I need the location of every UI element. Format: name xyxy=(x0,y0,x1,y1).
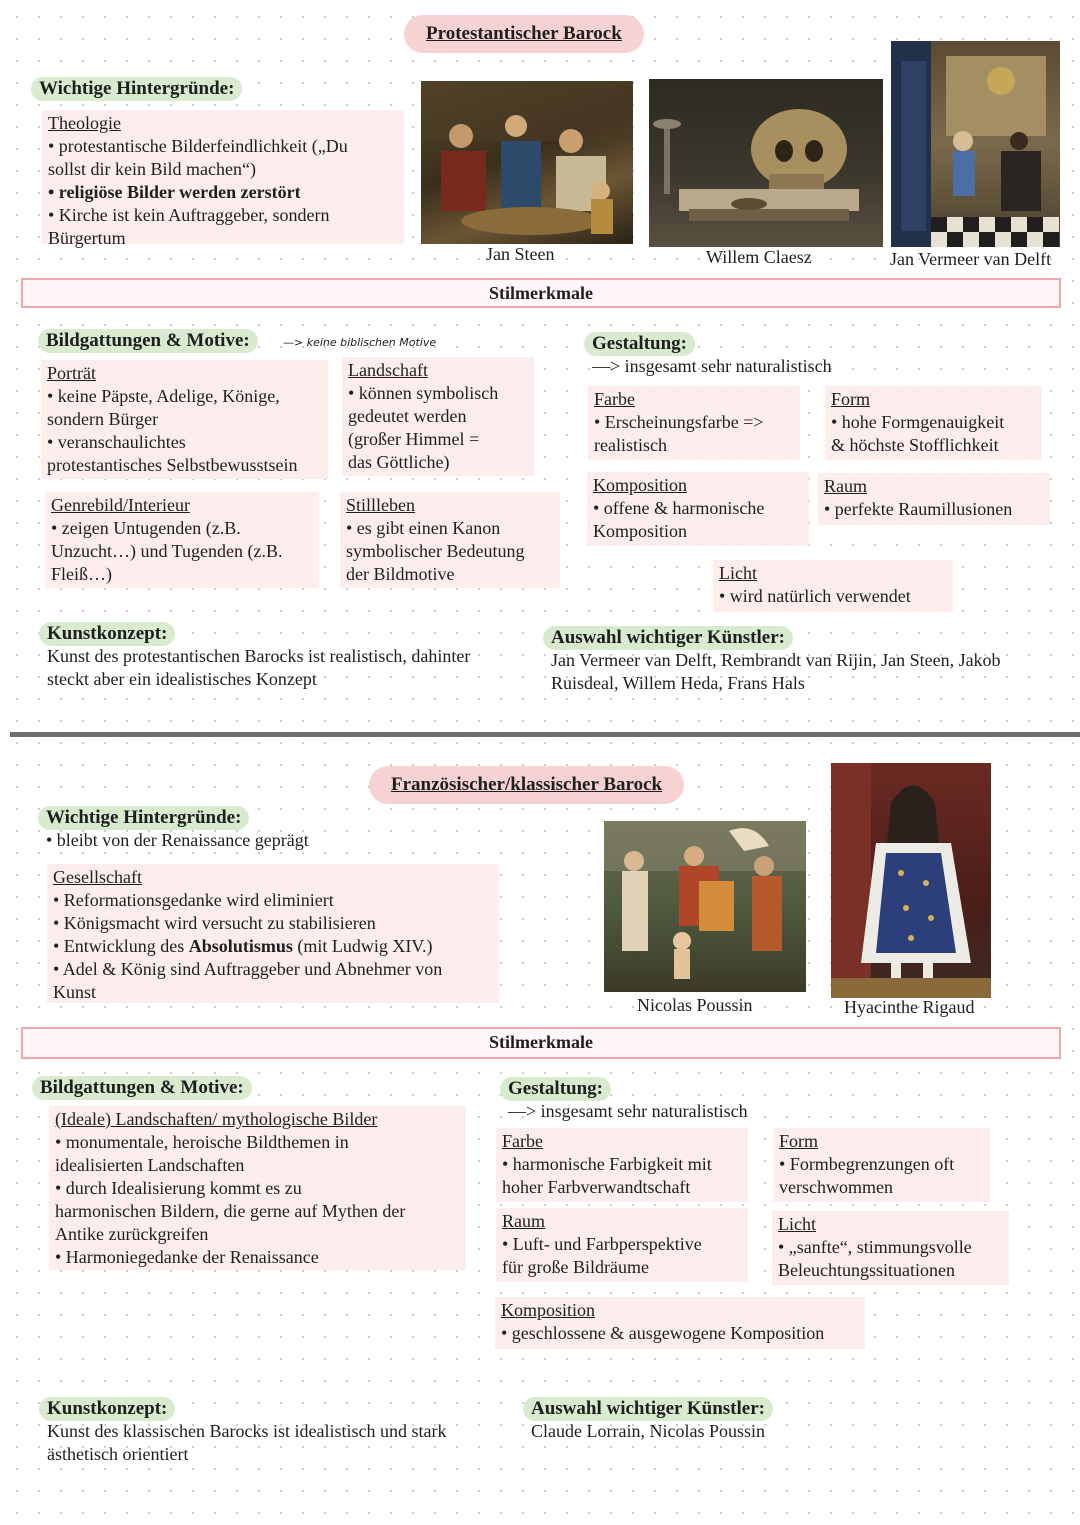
landscape-line: • können symbolisch xyxy=(348,383,499,403)
theology-box xyxy=(42,110,404,248)
theology-line-bold: • religiöse Bilder werden zerstört xyxy=(48,182,301,202)
landscape-line: gedeutet werden xyxy=(348,406,467,426)
french-komposition-line: • geschlossene & ausgewogene Komposition xyxy=(501,1323,825,1343)
protestant-genres-heading: Bildgattungen & Motive: xyxy=(38,329,258,353)
french-farbe-line: hoher Farbverwandtschaft xyxy=(502,1177,691,1197)
caption-jan-steen: Jan Steen xyxy=(486,244,555,264)
protestant-concept-text xyxy=(47,645,470,691)
french-form-line: • Formbegrenzungen oft xyxy=(779,1154,955,1174)
genre-box xyxy=(45,492,319,588)
protestant-raum-title: Raum xyxy=(824,476,867,496)
protestant-form-line: • hohe Formgenauigkeit xyxy=(831,412,1005,432)
painting-willem-claesz xyxy=(649,79,883,247)
caption-jan-vermeer: Jan Vermeer van Delft xyxy=(890,249,1052,269)
protestant-farbe-line: realistisch xyxy=(594,435,667,455)
painting-jan-vermeer xyxy=(891,41,1060,247)
protestant-komposition-line: • offene & harmonische xyxy=(593,498,765,518)
french-licht-line: Beleuchtungssituationen xyxy=(778,1260,955,1280)
genre-line: Unzucht…) und Tugenden (z.B. xyxy=(51,541,283,561)
stillife-title: Stillleben xyxy=(346,495,415,515)
french-raum-box xyxy=(496,1208,748,1282)
french-title: Französischer/klassischer Barock xyxy=(369,766,684,804)
french-farbe-box xyxy=(496,1128,748,1202)
portrait-title: Porträt xyxy=(47,363,96,383)
portrait-line: • keine Päpste, Adelige, Könige, xyxy=(47,386,280,406)
portrait-box xyxy=(41,360,328,479)
portrait-line: protestantisches Selbstbewusstsein xyxy=(47,455,298,475)
protestant-licht-box xyxy=(713,560,953,612)
protestant-stilmerkmale-banner: Stilmerkmale xyxy=(21,278,1061,308)
protestant-artists-heading: Auswahl wichtiger Künstler: xyxy=(543,626,793,650)
protestant-background-heading: Wichtige Hintergründe: xyxy=(31,77,242,101)
french-komposition-title: Komposition xyxy=(501,1300,596,1320)
landscape-line: das Göttliche) xyxy=(348,452,450,472)
french-form-box xyxy=(773,1128,990,1202)
french-raum-line: • Luft- und Farbperspektive xyxy=(502,1234,702,1254)
protestant-raum-box xyxy=(818,473,1050,525)
society-line-part: • Entwicklung des xyxy=(53,936,189,956)
protestant-title: Protestantischer Barock xyxy=(404,15,644,53)
french-artists-line: Claude Lorrain, Nicolas Poussin xyxy=(531,1421,765,1441)
french-design-sub: —> insgesamt sehr naturalistisch xyxy=(508,1101,748,1121)
french-background-heading: Wichtige Hintergründe: xyxy=(38,806,249,830)
caption-willem-claesz: Willem Claesz xyxy=(706,247,812,267)
french-licht-box xyxy=(772,1211,1009,1285)
ideal-title: (Ideale) Landschaften/ mythologische Bilder xyxy=(55,1109,378,1129)
protestant-licht-title: Licht xyxy=(719,563,757,583)
protestant-artists-line: Ruisdeal, Willem Heda, Frans Hals xyxy=(551,673,805,693)
ideal-box xyxy=(49,1106,466,1270)
french-concept-heading: Kunstkonzept: xyxy=(39,1397,175,1421)
protestant-concept-heading: Kunstkonzept: xyxy=(39,622,175,646)
theology-line: • protestantische Bilderfeindlichkeit („Du xyxy=(48,136,348,156)
landscape-line: (großer Himmel = xyxy=(348,429,480,449)
theology-line: sollst dir kein Bild machen“) xyxy=(48,159,256,179)
protestant-artists-text xyxy=(551,649,1001,695)
protestant-form-line: & höchste Stofflichkeit xyxy=(831,435,999,455)
society-title: Gesellschaft xyxy=(53,867,142,887)
french-licht-title: Licht xyxy=(778,1214,816,1234)
french-concept-line: ästhetisch orientiert xyxy=(47,1444,189,1464)
genre-line: • zeigen Untugenden (z.B. xyxy=(51,518,241,538)
french-form-title: Form xyxy=(779,1131,819,1151)
society-box xyxy=(47,864,499,1003)
french-concept-text xyxy=(47,1420,446,1466)
portrait-line: sondern Bürger xyxy=(47,409,159,429)
caption-nicolas-poussin: Nicolas Poussin xyxy=(637,995,753,1015)
protestant-farbe-title: Farbe xyxy=(594,389,635,409)
caption-hyacinthe-rigaud: Hyacinthe Rigaud xyxy=(844,997,975,1017)
ideal-line: harmonischen Bildern, die gerne auf Mythen der xyxy=(55,1201,406,1221)
landscape-title: Landschaft xyxy=(348,360,428,380)
french-genres-heading: Bildgattungen & Motive: xyxy=(32,1076,252,1100)
genre-line: Fleiß…) xyxy=(51,564,112,584)
protestant-raum-line: • perfekte Raumillusionen xyxy=(824,499,1013,519)
society-line: • Adel & König sind Auftraggeber und Abnehmer von xyxy=(53,959,443,979)
protestant-artists-line: Jan Vermeer van Delft, Rembrandt van Rijin, Jan Steen, Jakob xyxy=(551,650,1001,670)
stillife-line: • es gibt einen Kanon xyxy=(346,518,501,538)
protestant-concept-line: steckt aber ein idealistisches Konzept xyxy=(47,669,317,689)
theology-title: Theologie xyxy=(48,113,121,133)
protestant-farbe-box xyxy=(588,386,800,460)
french-raum-title: Raum xyxy=(502,1211,545,1231)
society-line-part: (mit Ludwig XIV.) xyxy=(292,936,433,956)
protestant-farbe-line: • Erscheinungsfarbe => xyxy=(594,412,764,432)
ideal-line: • Harmoniegedanke der Renaissance xyxy=(55,1247,319,1267)
absolutismus-term: Absolutismus xyxy=(188,936,293,956)
protestant-concept-line: Kunst des protestantischen Barocks ist realistisch, dahinter xyxy=(47,646,471,666)
stillife-line: der Bildmotive xyxy=(346,564,455,584)
society-line xyxy=(53,935,493,958)
french-komposition-box xyxy=(495,1297,865,1349)
french-artists-heading: Auswahl wichtiger Künstler: xyxy=(523,1397,773,1421)
painting-jan-steen xyxy=(421,81,633,244)
french-artists-text xyxy=(531,1420,765,1443)
french-farbe-line: • harmonische Farbigkeit mit xyxy=(502,1154,712,1174)
french-form-line: verschwommen xyxy=(779,1177,893,1197)
stillife-line: symbolischer Bedeutung xyxy=(346,541,525,561)
french-concept-line: Kunst des klassischen Barocks ist idealistisch und stark xyxy=(47,1421,447,1441)
painting-hyacinthe-rigaud xyxy=(831,763,991,998)
protestant-form-box xyxy=(825,386,1042,460)
protestant-komposition-title: Komposition xyxy=(593,475,688,495)
protestant-design-sub: —> insgesamt sehr naturalistisch xyxy=(592,356,832,376)
ideal-line: • monumentale, heroische Bildthemen in xyxy=(55,1132,349,1152)
ideal-line: Antike zurückgreifen xyxy=(55,1224,209,1244)
french-background-line: • bleibt von der Renaissance geprägt xyxy=(46,830,309,850)
theology-line: Bürgertum xyxy=(48,228,126,248)
french-farbe-title: Farbe xyxy=(502,1131,543,1151)
french-raum-line: für große Bildräume xyxy=(502,1257,649,1277)
protestant-licht-line: • wird natürlich verwendet xyxy=(719,586,911,606)
ideal-line: idealisierten Landschaften xyxy=(55,1155,245,1175)
theology-line: • Kirche ist kein Auftraggeber, sondern xyxy=(48,205,330,225)
genre-title: Genrebild/Interieur xyxy=(51,495,190,515)
ideal-line: • durch Idealisierung kommt es zu xyxy=(55,1178,302,1198)
protestant-design-heading: Gestaltung: xyxy=(584,332,695,356)
painting-nicolas-poussin xyxy=(604,821,806,992)
portrait-line: • veranschaulichtes xyxy=(47,432,186,452)
genres-note: —> keine biblischen Motive xyxy=(283,336,437,349)
landscape-box xyxy=(342,357,534,476)
society-line: • Königsmacht wird versucht zu stabilisieren xyxy=(53,913,376,933)
stillife-box xyxy=(340,492,560,588)
protestant-komposition-box xyxy=(587,472,809,546)
protestant-komposition-line: Komposition xyxy=(593,521,688,541)
french-stilmerkmale-banner: Stilmerkmale xyxy=(21,1027,1061,1059)
section-divider xyxy=(10,732,1080,737)
society-line: • Reformationsgedanke wird eliminiert xyxy=(53,890,334,910)
protestant-form-title: Form xyxy=(831,389,871,409)
society-line: Kunst xyxy=(53,982,97,1002)
french-licht-line: • „sanfte“, stimmungsvolle xyxy=(778,1237,972,1257)
french-design-heading: Gestaltung: xyxy=(500,1077,611,1101)
